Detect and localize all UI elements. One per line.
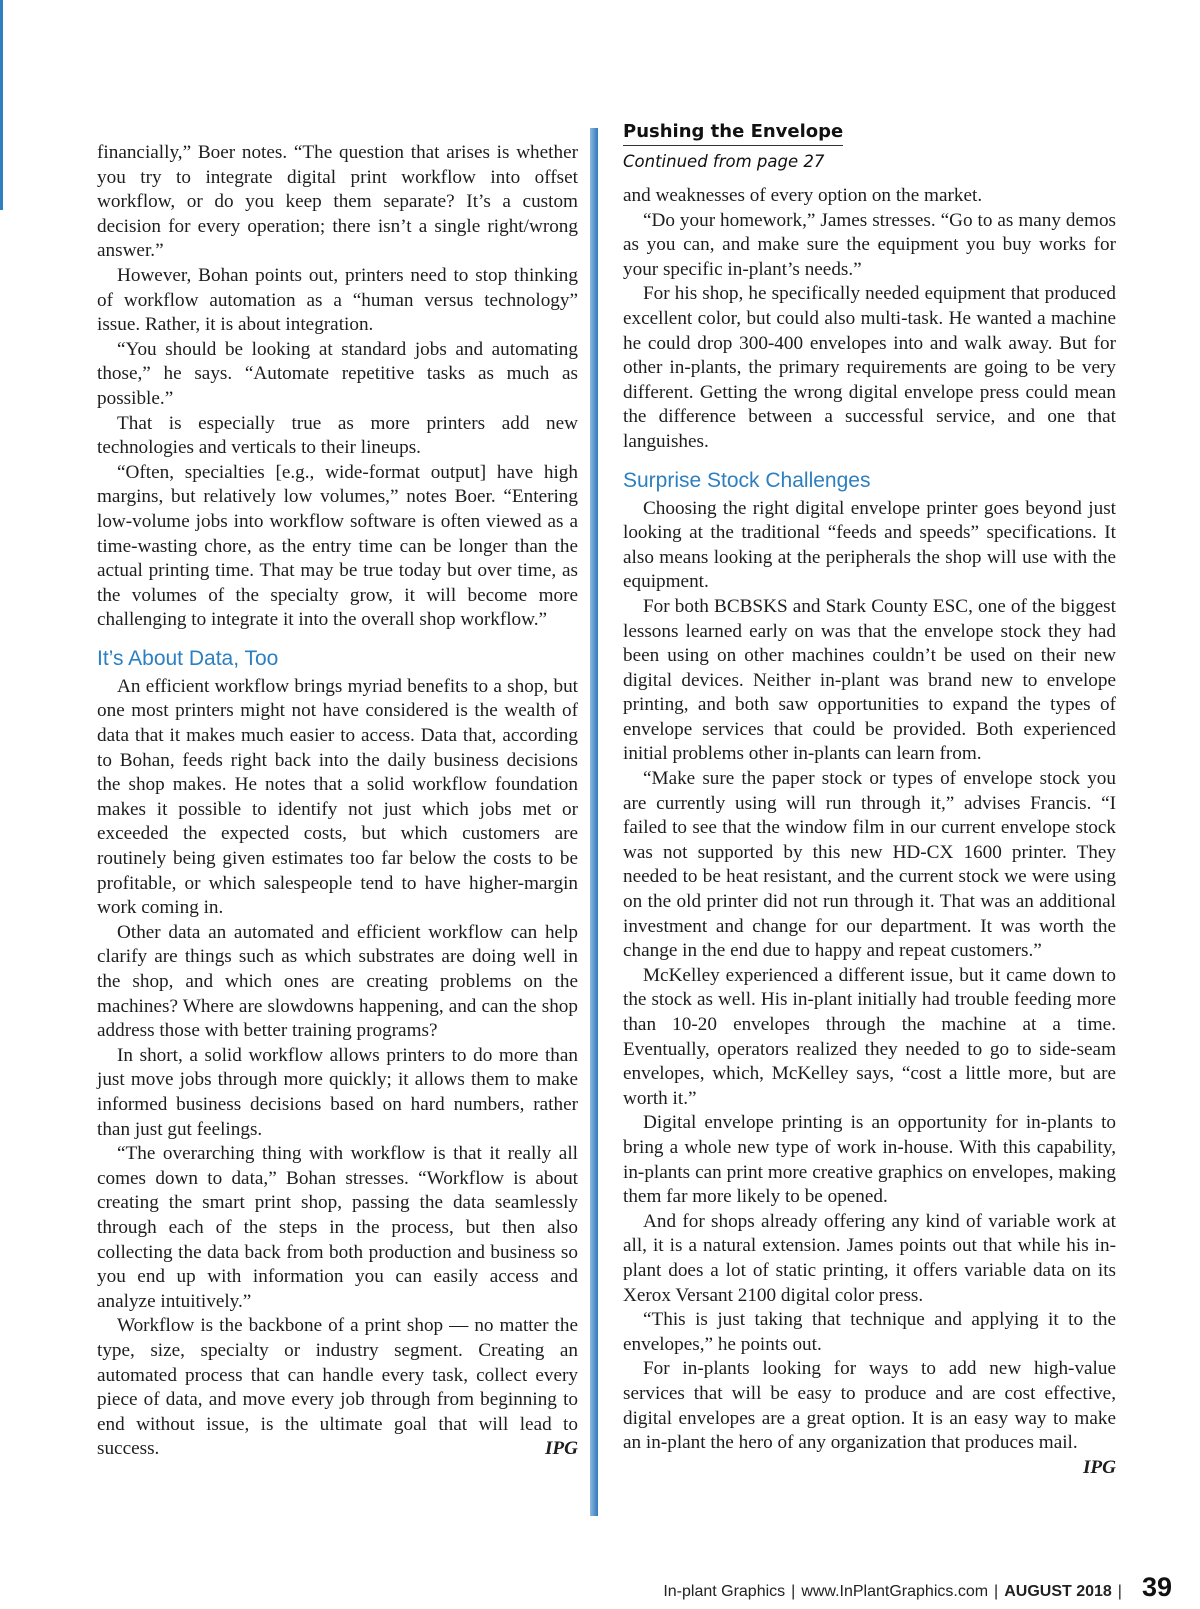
body-paragraph-final	[623, 1357, 1116, 1478]
footer-publication: In-plant Graphics	[663, 1583, 786, 1600]
left-paragraphs-group-2	[97, 675, 578, 1462]
right-paragraphs-group-1	[623, 184, 1116, 455]
left-column	[97, 141, 578, 1462]
footer-separator: |	[791, 1583, 796, 1600]
body-paragraph: Other data an automated and efficient workflow can help clarify are things such as which substrates are doing well in the shop, and which ones are creating problems on the machines? Where are slowdowns happening, and can the shop address those with better training programs?	[97, 921, 578, 1042]
body-paragraph: “Make sure the paper stock or types of envelope stock you are currently using will run through it,” advises Francis. “I failed to see that the window film in our current envelope stock was not supported by this new HD-CX 1600 printer. They needed to be heat resistant, and the current stock we were using on the old printer did not run through it. That was an additional investment and change for our department. It was worth the change in the end due to happy and repeat customers.”	[623, 768, 1116, 962]
section-heading-stock: Surprise Stock Challenges	[623, 468, 871, 492]
page-number: 39	[1141, 1572, 1172, 1602]
body-paragraph: In short, a solid workflow allows printers to do more than just move jobs through more quickly; it allows them to make informed business decisions based on hard numbers, rather than just gut feelings.	[97, 1044, 578, 1140]
body-paragraph: And for shops already offering any kind of variable work at all, it is a natural extension. James points out that while his in-plant does a lot of static printing, it offers variable data on its Xerox Versant 2100 digital color press.	[623, 1210, 1116, 1306]
body-paragraph: “The overarching thing with workflow is that it really all comes down to data,” Bohan stresses. “Workflow is about creating the smart print shop, passing the data seamlessly through each of the steps in the process, but then also collecting the data back from both production and business so you end up with information you can easily access and analyze intuitively.”	[97, 1143, 578, 1312]
section-heading-data: It’s About Data, Too	[97, 646, 279, 670]
body-paragraph: “Do your homework,” James stresses. “Go to as many demos as you can, and make sure the equipment you buy works for your specific in-plant’s needs.”	[623, 209, 1116, 280]
body-paragraph: Choosing the right digital envelope printer goes beyond just looking at the traditional “feeds and speeds” specifications. It also means looking at the peripherals the shop will use with the equipment.	[623, 497, 1116, 593]
footer-website: www.InPlantGraphics.com	[801, 1583, 989, 1600]
continued-article-title: Pushing the Envelope	[623, 121, 843, 146]
left-paragraphs-group-1	[97, 141, 578, 633]
body-paragraph: For his shop, he specifically needed equipment that produced excellent color, but could also multi-task. He wanted a machine he could drop 300-400 envelopes into and walk away. But for other in-plants, the primary requirements are going to be very different. Getting the wrong digital envelope press could mean the difference between a successful service, and one that languishes.	[623, 283, 1116, 452]
body-paragraph: McKelley experienced a different issue, but it came down to the stock as well. His in-plant initially had trouble feeding more than 10-20 envelopes through the machine at a time. Eventually, operators realized they needed to go to side-seam envelopes, which, McKelley says, “cost a little more, but are worth it.”	[623, 964, 1116, 1109]
body-paragraph: “You should be looking at standard jobs and automating those,” he says. “Automate repetitive tasks as much as possible.”	[97, 338, 578, 409]
footer-separator: |	[1117, 1583, 1122, 1600]
body-paragraph: That is especially true as more printers add new technologies and verticals to their lineups.	[97, 412, 578, 459]
final-paragraph-text: For in-plants looking for ways to add new high-value services that will be easy to produce and are cost effective, digital envelopes are a great option. It is an easy way to make an in-plant the hero of any organization that produces mail.	[623, 1358, 1116, 1454]
body-paragraph: For both BCBSKS and Stark County ESC, one of the biggest lessons learned early on was that the envelope stock they had been using on other machines couldn’t be used on their new digital devices. Neither in-plant was brand new to envelope printing, and both saw opportunities to expand the types of envelope services that could be provided. Both experienced initial problems other in-plants can learn from.	[623, 595, 1116, 765]
footer-separator: |	[994, 1583, 999, 1600]
edge-accent-bar	[0, 0, 3, 210]
body-paragraph: and weaknesses of every option on the market.	[623, 185, 983, 206]
final-paragraph-text: Workflow is the backbone of a print shop — no matter the type, size, specialty or industry segment. Creating an automated process that can handle every task, collect every piece of data, and move every job through from beginning to end without issue, is the ultimate goal that will lead to success.	[97, 1315, 578, 1460]
right-paragraphs-group-2	[623, 497, 1116, 1478]
page-footer	[663, 1572, 1172, 1603]
body-paragraph-final	[97, 1314, 578, 1462]
right-column	[623, 120, 1116, 1480]
column-divider-rule	[590, 128, 598, 1516]
body-paragraph: financially,” Boer notes. “The question that arises is whether you try to integrate digital print workflow into offset workflow, or do you keep them separate? It’s a custom decision for every operation; there isn’t a single right/wrong answer.”	[97, 142, 578, 262]
body-paragraph: Digital envelope printing is an opportunity for in-plants to bring a whole new type of work in-house. With this capability, in-plants can print more creative graphics on envelopes, making them far more likely to be opened.	[623, 1112, 1116, 1208]
body-paragraph: “Often, specialties [e.g., wide-format output] have high margins, but relatively low volumes,” notes Boer. “Entering low-volume jobs into workflow software is often viewed as a time-wasting chore, as the entry time can be longer than the actual printing time. That may be true today but over time, as the volumes of the specialty grow, it will become more challenging to integrate it into the overall shop workflow.”	[97, 461, 578, 631]
ipg-signature: IPG	[1082, 1456, 1116, 1478]
body-paragraph: “This is just taking that technique and applying it to the envelopes,” he points out.	[623, 1309, 1116, 1355]
footer-issue-date: AUGUST 2018	[1004, 1583, 1112, 1600]
body-paragraph: However, Bohan points out, printers need to stop thinking of workflow automation as a “human versus technology” issue. Rather, it is about integration.	[97, 264, 578, 336]
body-paragraph: An efficient workflow brings myriad benefits to a shop, but one most printers might not have considered is the wealth of data that it makes much easier to access. Data that, according to Bohan, feeds right back into the daily business decisions the shop makes. He notes that a solid workflow foundation makes it possible to identify not just which jobs met or exceeded the expected costs, but which customers are routinely being given estimates too far below the costs to be profitable, or which salespeople tend to have higher-margin work coming in.	[97, 675, 578, 919]
ipg-signature: IPG	[544, 1438, 578, 1460]
continued-from-note: Continued from page 27	[623, 152, 825, 171]
